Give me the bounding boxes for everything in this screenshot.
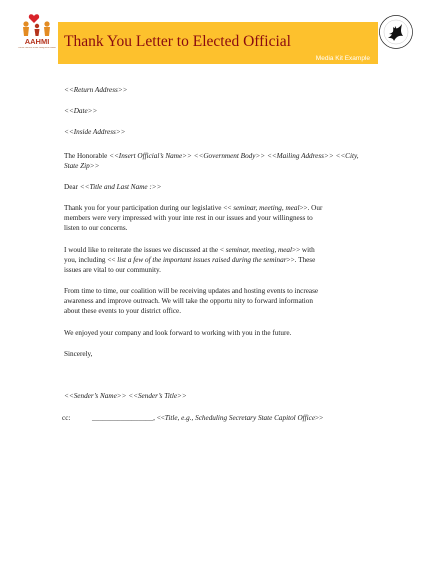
family-figures-icon: [17, 12, 57, 38]
return-address-field: <<Return Address>>: [64, 86, 128, 94]
cc-label: cc:: [62, 414, 71, 422]
closing: Sincerely,: [64, 350, 93, 358]
text-segment: >>: [315, 414, 324, 422]
paragraph-1-line-2: members were very impressed with your inte rest in our issues and your willingness to: [64, 214, 313, 222]
paragraph-1-line-3: listen to our concerns.: [64, 224, 128, 232]
logo-brand-text: AAHMI: [24, 37, 50, 46]
text-segment: >> with: [292, 246, 315, 254]
official-fields: <<Insert Official’s Name>> <<Government Body>> <<Mailing Address>> <<City,: [109, 152, 359, 160]
greeting-field: <<Title and Last Name :>>: [79, 183, 162, 191]
paragraph-4: We enjoyed your company and look forward to working with you in the future.: [64, 329, 292, 337]
date-field: <<Date>>: [64, 107, 98, 115]
paragraph-3-line-3: about these events to your district office.: [64, 307, 182, 315]
placeholder-segment: seminar, meeting, meal: [233, 204, 300, 212]
text-segment: you, including <<: [64, 256, 118, 264]
page-title: Thank You Letter to Elected Official: [64, 33, 291, 50]
placeholder-segment: list a few of the important issues raised during the seminar: [117, 256, 287, 264]
text-segment: >>. These: [286, 256, 316, 264]
header-banner: [58, 22, 378, 64]
paragraph-2-line-2: [64, 256, 315, 266]
text-segment: Thank you for your participation during our legislative <<: [64, 204, 234, 212]
logo-brand-subtext: African American Health Management Institute: [17, 47, 57, 49]
text-segment: I would like to reiterate the issues we discussed at the <: [64, 246, 226, 254]
text-segment: >>. Our: [299, 204, 323, 212]
cc-title-placeholder: Title, e.g., Scheduling Secretary State Capitol Office: [164, 414, 316, 422]
aahmi-logo: [17, 12, 57, 58]
paragraph-2-line-1: [64, 246, 315, 256]
inside-address-field: <<Inside Address>>: [64, 128, 126, 136]
placeholder-segment: seminar, meeting, meal: [225, 246, 293, 254]
eagle-seal-icon: [378, 14, 414, 50]
paragraph-1-line-1: [64, 204, 322, 214]
greeting: [64, 183, 161, 193]
hhs-seal-logo: [378, 14, 414, 50]
honorable-line-1: [64, 152, 359, 162]
paragraph-3-line-2: awareness and improve outreach. We will take the opportu nity to forward information: [64, 297, 313, 305]
sender-signature: <<Sender’s Name>> <<Sender’s Title>>: [64, 392, 187, 400]
header-subtitle: Media Kit Example: [315, 55, 370, 62]
greeting-prefix: Dear: [64, 183, 80, 191]
paragraph-2-line-3: issues are vital to our community.: [64, 266, 161, 274]
cc-blank: _________________, <<: [92, 414, 165, 422]
honorable-line-2: State Zip>>: [64, 162, 100, 170]
honorable-prefix: The Honorable: [64, 152, 110, 160]
cc-line: [92, 414, 323, 422]
paragraph-3-line-1: From time to time, our coalition will be receiving updates and hosting events to increase: [64, 287, 319, 295]
